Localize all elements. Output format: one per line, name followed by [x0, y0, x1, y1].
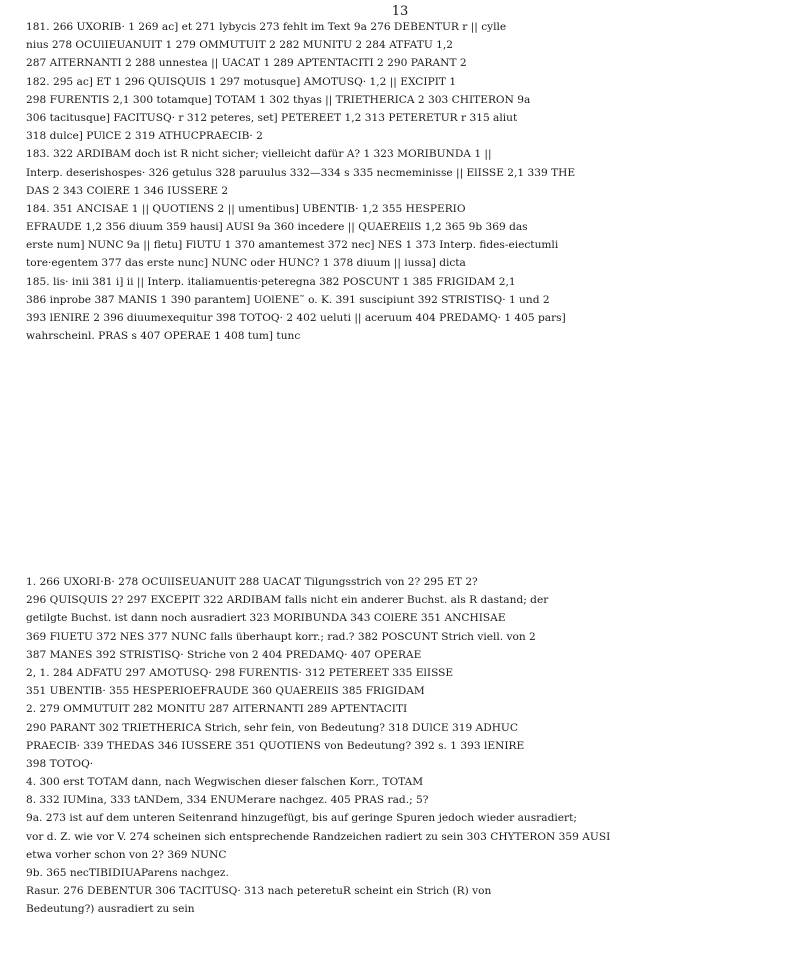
text-line: 9a. 273 ist auf dem unteren Seitenrand hinzugefügt, bis auf geringe Spuren jedoch wieder ausradiert;	[26, 812, 577, 825]
text-line: PRAECIB· 339 THEDAS 346 IUSSERE 351 QUOTIENS von Bedeutung? 392 s. 1 393 lENIRE	[26, 739, 525, 752]
text-line: wahrscheinl. PRAS s 407 OPERAE 1 408 tum] tunc	[26, 330, 301, 343]
text-line: 386 inprobe 387 MANIS 1 390 parantem] UOlENE˜ o. K. 391 suscipiunt 392 STRISTISQ· 1 und 2	[26, 293, 550, 306]
text-line: 185. lis· inii 381 i] ii || Interp. italiamuentis·peteregna 382 POSCUNT 1 385 FRIGIDAM 2,1	[26, 275, 516, 288]
text-line: erste num] NUNC 9a || fletu] FlUTU 1 370 amantemest 372 nec] NES 1 373 Interp. fides-eiectumli	[26, 239, 559, 252]
main-apparatus	[26, 18, 778, 345]
text-line: 398 TOTOQ·	[26, 757, 94, 770]
correction-notes	[26, 573, 778, 919]
text-line: vor d. Z. wie vor V. 274 scheinen sich entsprechende Randzeichen radiert zu sein 303 CHYTERON 359 AUSI	[26, 830, 611, 843]
text-line: getilgte Buchst. ist dann noch ausradiert 323 MORIBUNDA 343 COlERE 351 ANCHISAE	[26, 612, 506, 625]
text-line: 290 PARANT 302 TRIETHERICA Strich, sehr fein, von Bedeutung? 318 DUlCE 319 ADHUC	[26, 721, 518, 734]
text-line: 182. 295 ac] ET 1 296 QUISQUIS 1 297 motusque] AMOTUSQ· 1,2 || EXCIPIT 1	[26, 75, 457, 88]
text-line: 2, 1. 284 ADFATU 297 AMOTUSQ· 298 FURENTIS· 312 PETEREET 335 ElISSE	[26, 666, 454, 679]
text-line: DAS 2 343 COlERE 1 346 IUSSERE 2	[26, 184, 229, 197]
text-line: 9b. 365 necTIBIDIUAParens nachgez.	[26, 867, 229, 879]
text-line: 369 FlUETU 372 NES 377 NUNC falls überhaupt korr.; rad.? 382 POSCUNT Strich viell. von 2	[26, 630, 536, 643]
text-line: 8. 332 IUMina, 333 tANDem, 334 ENUMerare nachgez. 405 PRAS rad.; 5?	[26, 794, 429, 807]
text-line: 393 lENIRE 2 396 diuumexequitur 398 TOTOQ· 2 402 ueluti || aceruum 404 PREDAMQ· 1 405 pars]	[26, 312, 566, 324]
text-line: 296 QUISQUIS 2? 297 EXCEPIT 322 ARDIBAM falls nicht ein anderer Buchst. als R dastand; der	[26, 594, 549, 607]
text-line: Bedeutung?) ausradiert zu sein	[26, 903, 195, 916]
text-line: Interp. deserishospes· 326 getulus 328 paruulus 332—334 s 335 necmeminisse || ElISSE 2,1 339 THE	[26, 166, 576, 179]
page-number: 13	[391, 4, 409, 19]
text-line: 181. 266 UXORIB· 1 269 ac] et 271 lybycis 273 fehlt im Text 9a 276 DEBENTUR r || cylle	[26, 21, 507, 33]
text-line: EFRAUDE 1,2 356 diuum 359 hausi] AUSI 9a 360 incedere || QUAERElIS 1,2 365 9b 369 das	[26, 221, 528, 234]
text-line: Rasur. 276 DEBENTUR 306 TACITUSQ· 313 nach peteretuR scheint ein Strich (R) von	[26, 885, 492, 898]
text-line: 184. 351 ANCISAE 1 || QUOTIENS 2 || umentibus] UBENTIB· 1,2 355 HESPERIO	[26, 202, 466, 215]
text-line: 298 FURENTIS 2,1 300 totamque] TOTAM 1 302 thyas || TRIETHERICA 2 303 CHITERON 9a	[26, 93, 531, 106]
text-line: 183. 322 ARDIBAM doch ist R nicht sicher; vielleicht dafür A? 1 323 MORIBUNDA 1 ||	[26, 148, 492, 161]
text-line: etwa vorher schon von 2? 369 NUNC	[26, 848, 227, 861]
text-line: 318 dulce] PUlCE 2 319 ATHUCPRAECIB· 2	[26, 130, 263, 143]
text-line: nius 278 OCUlIEUANUIT 1 279 OMMUTUIT 2 282 MUNITU 2 284 ATFATU 1,2	[26, 39, 453, 52]
text-line: 287 AITERNANTI 2 288 unnestea || UACAT 1 289 APTENTACITI 2 290 PARANT 2	[26, 57, 467, 70]
text-line: 4. 300 erst TOTAM dann, nach Wegwischen dieser falschen Korr., TOTAM	[26, 776, 424, 789]
text-line: 351 UBENTIB· 355 HESPERIOEFRAUDE 360 QUAERElIS 385 FRIGIDAM	[26, 685, 425, 698]
text-line: tore·egentem 377 das erste nunc] NUNC oder HUNC? 1 378 diuum || iussa] dicta	[26, 257, 466, 270]
text-line: 306 tacitusque] FACITUSQ· r 312 peteres, set] PETEREET 1,2 313 PETERETUR r 315 aliut	[26, 111, 518, 124]
text-line: 1. 266 UXORI·B· 278 OCUlISEUANUIT 288 UACAT Tilgungsstrich von 2? 295 ET 2?	[26, 576, 478, 588]
text-line: 2. 279 OMMUTUIT 282 MONITU 287 AlTERNANTI 289 APTENTACITI	[26, 703, 408, 716]
text-line: 387 MANES 392 STRISTISQ· Striche von 2 404 PREDAMQ· 407 OPERAE	[26, 648, 422, 661]
